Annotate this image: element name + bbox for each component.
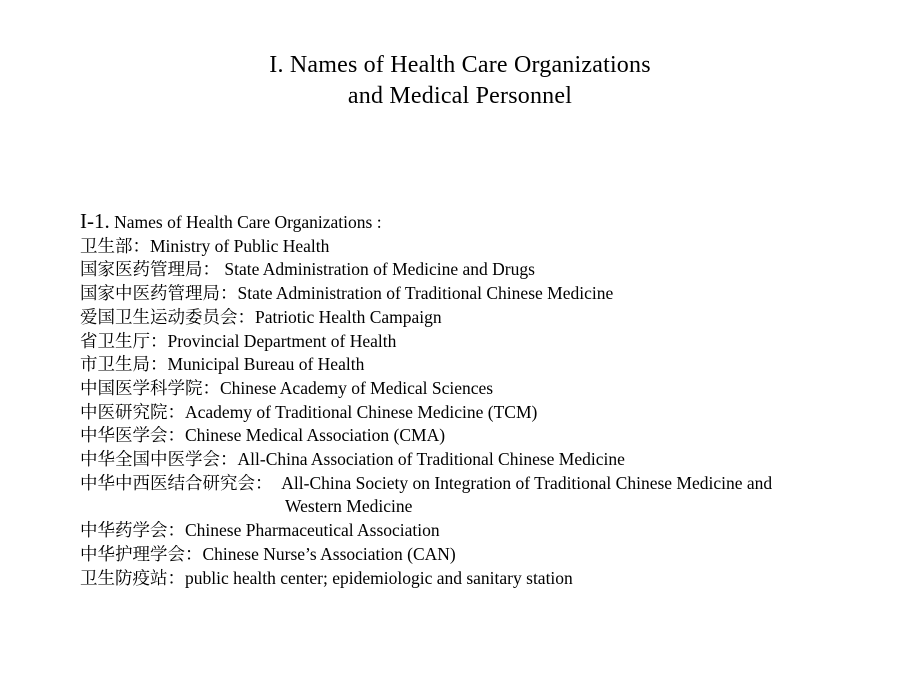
section-number: I-1. (80, 209, 110, 233)
list-item: 中华护理学会：Chinese Nurse’s Association (CAN) (80, 543, 456, 564)
page-title-line-1: I. Names of Health Care Organizations (269, 52, 651, 78)
list-item: 中华医学会：Chinese Medical Association (CMA) (80, 425, 446, 446)
section-heading (80, 210, 860, 235)
page-title-line-2: and Medical Personnel (347, 83, 573, 109)
page-title (0, 0, 920, 112)
list-item: 中医研究院：Academy of Traditional Chinese Medicine (TCM) (80, 401, 538, 422)
list-item: 国家医药管理局： State Administration of Medicine and Drugs (80, 259, 535, 280)
list-item: 省卫生厅：Provincial Department of Health (80, 330, 397, 351)
list-item: 市卫生局：Municipal Bureau of Health (80, 354, 365, 375)
section-label: Names of Health Care Organizations : (109, 212, 382, 232)
list-item: 国家中医药管理局：State Administration of Traditional Chinese Medicine (80, 283, 614, 304)
list-item: 卫生防疫站：public health center; epidemiologic and sanitary station (80, 567, 573, 588)
list-item: 中华中西医结合研究会： All-China Society on Integration of Traditional Chinese Medicine and (80, 472, 773, 493)
list-item: 中国医学科学院：Chinese Academy of Medical Sciences (80, 377, 494, 398)
list-item: 中华全国中医学会：All-China Association of Traditional Chinese Medicine (80, 449, 625, 470)
list-item: 爱国卫生运动委员会：Patriotic Health Campaign (80, 306, 442, 327)
term-list (80, 235, 860, 591)
slide-body (80, 210, 860, 590)
list-item-continuation: Western Medicine (285, 496, 413, 517)
list-item: 卫生部：Ministry of Public Health (80, 235, 330, 256)
list-item: 中华药学会：Chinese Pharmaceutical Association (80, 520, 440, 541)
